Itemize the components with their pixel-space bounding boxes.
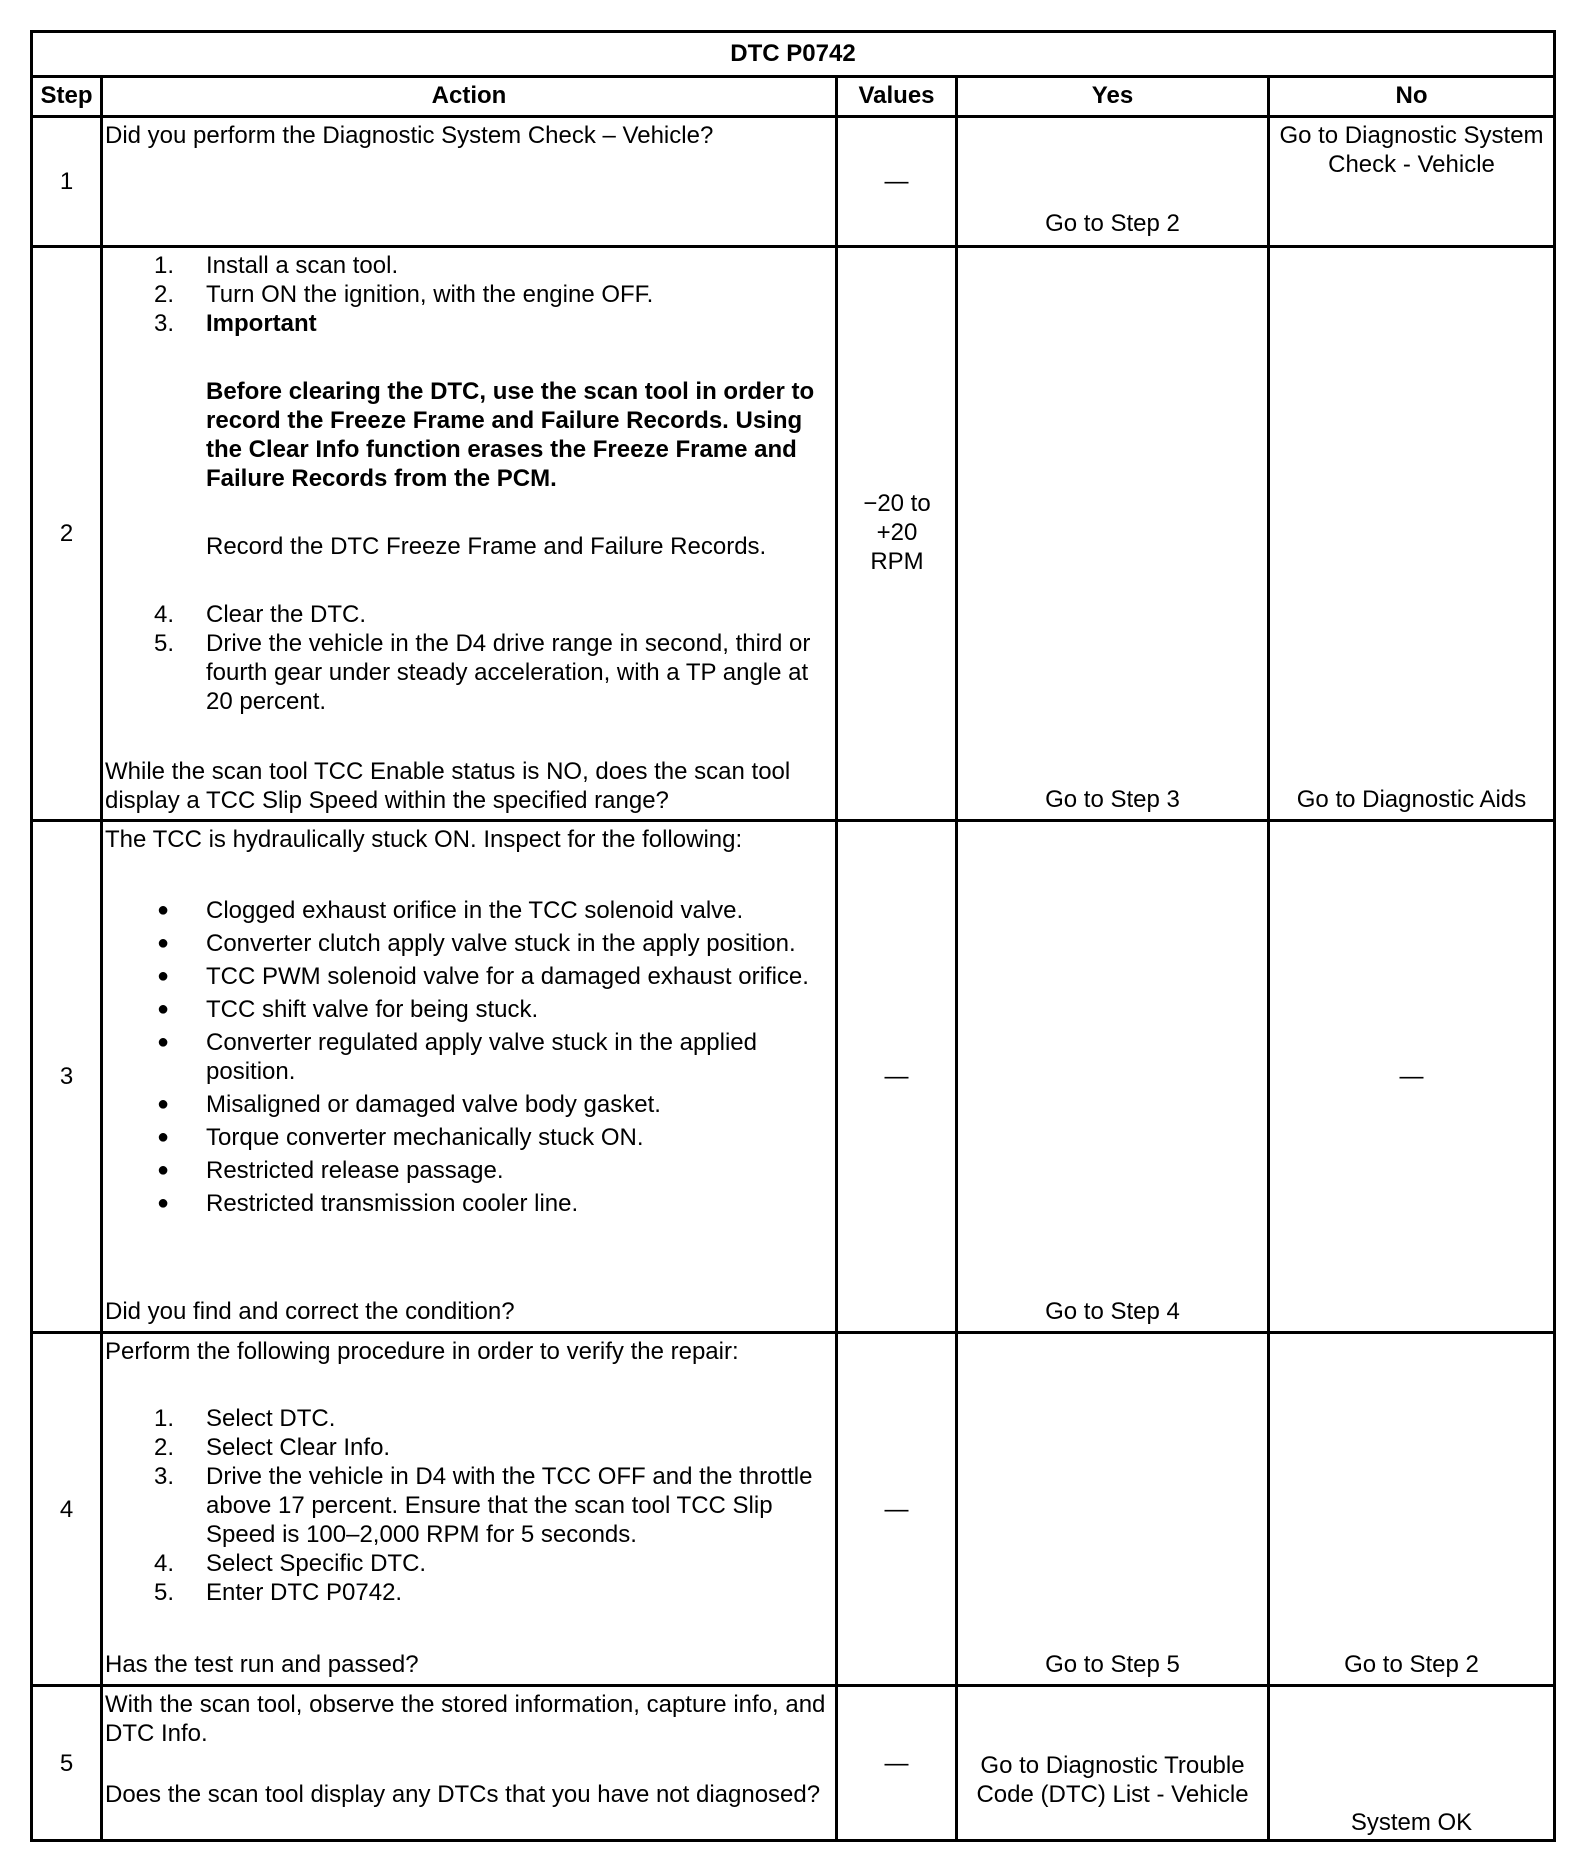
values-cell: —	[884, 1495, 909, 1523]
yes-cell: Go to Step 5	[1045, 1651, 1180, 1678]
list-item: 3. Important	[154, 310, 317, 337]
list-item: ● Restricted release passage.	[157, 1157, 504, 1184]
step-number: 4	[59, 1495, 74, 1523]
list-item: 4. Select Specific DTC.	[154, 1550, 427, 1577]
yes-cell: Go to Step 2	[1045, 210, 1180, 237]
step-number: 5	[59, 1749, 74, 1777]
no-cell: —	[1399, 1063, 1424, 1090]
grid-line	[33, 75, 1553, 78]
bullet-list	[105, 896, 831, 1218]
action-cell	[105, 251, 831, 716]
important-note: Before clearing the DTC, use the scan tool in order to record the Freeze Frame and Failure Records. Using the Clear Info function erases the Freeze Frame and Failure Records from the PCM.	[206, 378, 815, 492]
list-item: ● TCC shift valve for being stuck.	[157, 996, 539, 1023]
list-item: 5. Enter DTC P0742.	[154, 1579, 403, 1606]
yes-cell: Go to Step 3	[1045, 786, 1180, 813]
grid-line	[955, 75, 958, 1839]
list-item: 1. Install a scan tool.	[154, 252, 399, 279]
question-text: Did you find and correct the condition?	[105, 1298, 515, 1325]
list-item: 2. Turn ON the ignition, with the engine OFF.	[154, 281, 654, 308]
list-item: ● Clogged exhaust orifice in the TCC solenoid valve.	[157, 897, 744, 924]
list-item: 4. Clear the DTC.	[154, 601, 367, 628]
table-title: DTC P0742	[730, 40, 856, 67]
no-cell: Go to Diagnostic System Check - Vehicle	[1279, 122, 1544, 178]
action-cell	[105, 825, 831, 1222]
values-cell: −20 to +20 RPM	[863, 490, 931, 575]
list-item: 3. Drive the vehicle in D4 with the TCC OFF and the throttle above 17 percent. Ensure that the scan tool TCC Slip Speed is 100–2,000 RPM for 5 seconds.	[154, 1463, 813, 1548]
grid-line	[33, 115, 1553, 118]
header-no: No	[1395, 82, 1428, 109]
question-text: While the scan tool TCC Enable status is NO, does the scan tool display a TCC Slip Speed within the specified range?	[105, 758, 791, 814]
intro-text: Perform the following procedure in order to verify the repair:	[105, 1338, 739, 1365]
question-text: Does the scan tool display any DTCs that you have not diagnosed?	[105, 1781, 821, 1808]
values-cell: —	[884, 1063, 909, 1090]
header-yes: Yes	[1091, 82, 1134, 109]
list-item: ● TCC PWM solenoid valve for a damaged exhaust orifice.	[157, 963, 809, 990]
yes-cell: Go to Step 4	[1045, 1298, 1180, 1325]
step-number: 1	[59, 168, 74, 195]
question-text: Has the test run and passed?	[105, 1651, 419, 1678]
intro-text: With the scan tool, observe the stored information, capture info, and DTC Info.	[105, 1691, 826, 1747]
list-item: 1. Select DTC.	[154, 1405, 336, 1432]
list-item: 2. Select Clear Info.	[154, 1434, 391, 1461]
values-cell: —	[884, 168, 909, 195]
no-cell: Go to Step 2	[1344, 1651, 1479, 1678]
step-number: 2	[59, 520, 74, 547]
intro-text: The TCC is hydraulically stuck ON. Inspect for the following:	[105, 826, 743, 853]
list-item: ● Converter clutch apply valve stuck in the apply position.	[157, 930, 796, 957]
list-item: ● Misaligned or damaged valve body gasket.	[157, 1091, 661, 1118]
list-item: ● Torque converter mechanically stuck ON.	[157, 1124, 644, 1151]
no-cell: System OK	[1350, 1809, 1473, 1836]
record-note: Record the DTC Freeze Frame and Failure Records.	[206, 533, 767, 560]
grid-line	[33, 245, 1553, 248]
action-text: Did you perform the Diagnostic System Check – Vehicle?	[105, 122, 714, 149]
list-item: ● Converter regulated apply valve stuck in the applied position.	[157, 1029, 757, 1085]
header-action: Action	[431, 82, 507, 109]
yes-cell: Go to Diagnostic Trouble Code (DTC) List - Vehicle	[976, 1752, 1249, 1808]
no-cell: Go to Diagnostic Aids	[1296, 786, 1527, 813]
grid-line	[33, 1331, 1553, 1334]
list-item: ● Restricted transmission cooler line.	[157, 1190, 579, 1217]
list-item: 5. Drive the vehicle in the D4 drive range in second, third or fourth gear under steady acceleration, with a TP angle at 20 percent.	[154, 630, 811, 715]
dtc-table	[30, 30, 1556, 1842]
header-values: Values	[858, 82, 935, 109]
action-cell	[105, 1337, 831, 1607]
grid-line	[100, 75, 103, 1839]
values-cell: —	[884, 1749, 909, 1777]
header-step: Step	[40, 82, 93, 109]
grid-line	[33, 1684, 1553, 1687]
numbered-list	[105, 1404, 831, 1607]
step-number: 3	[59, 1063, 74, 1090]
